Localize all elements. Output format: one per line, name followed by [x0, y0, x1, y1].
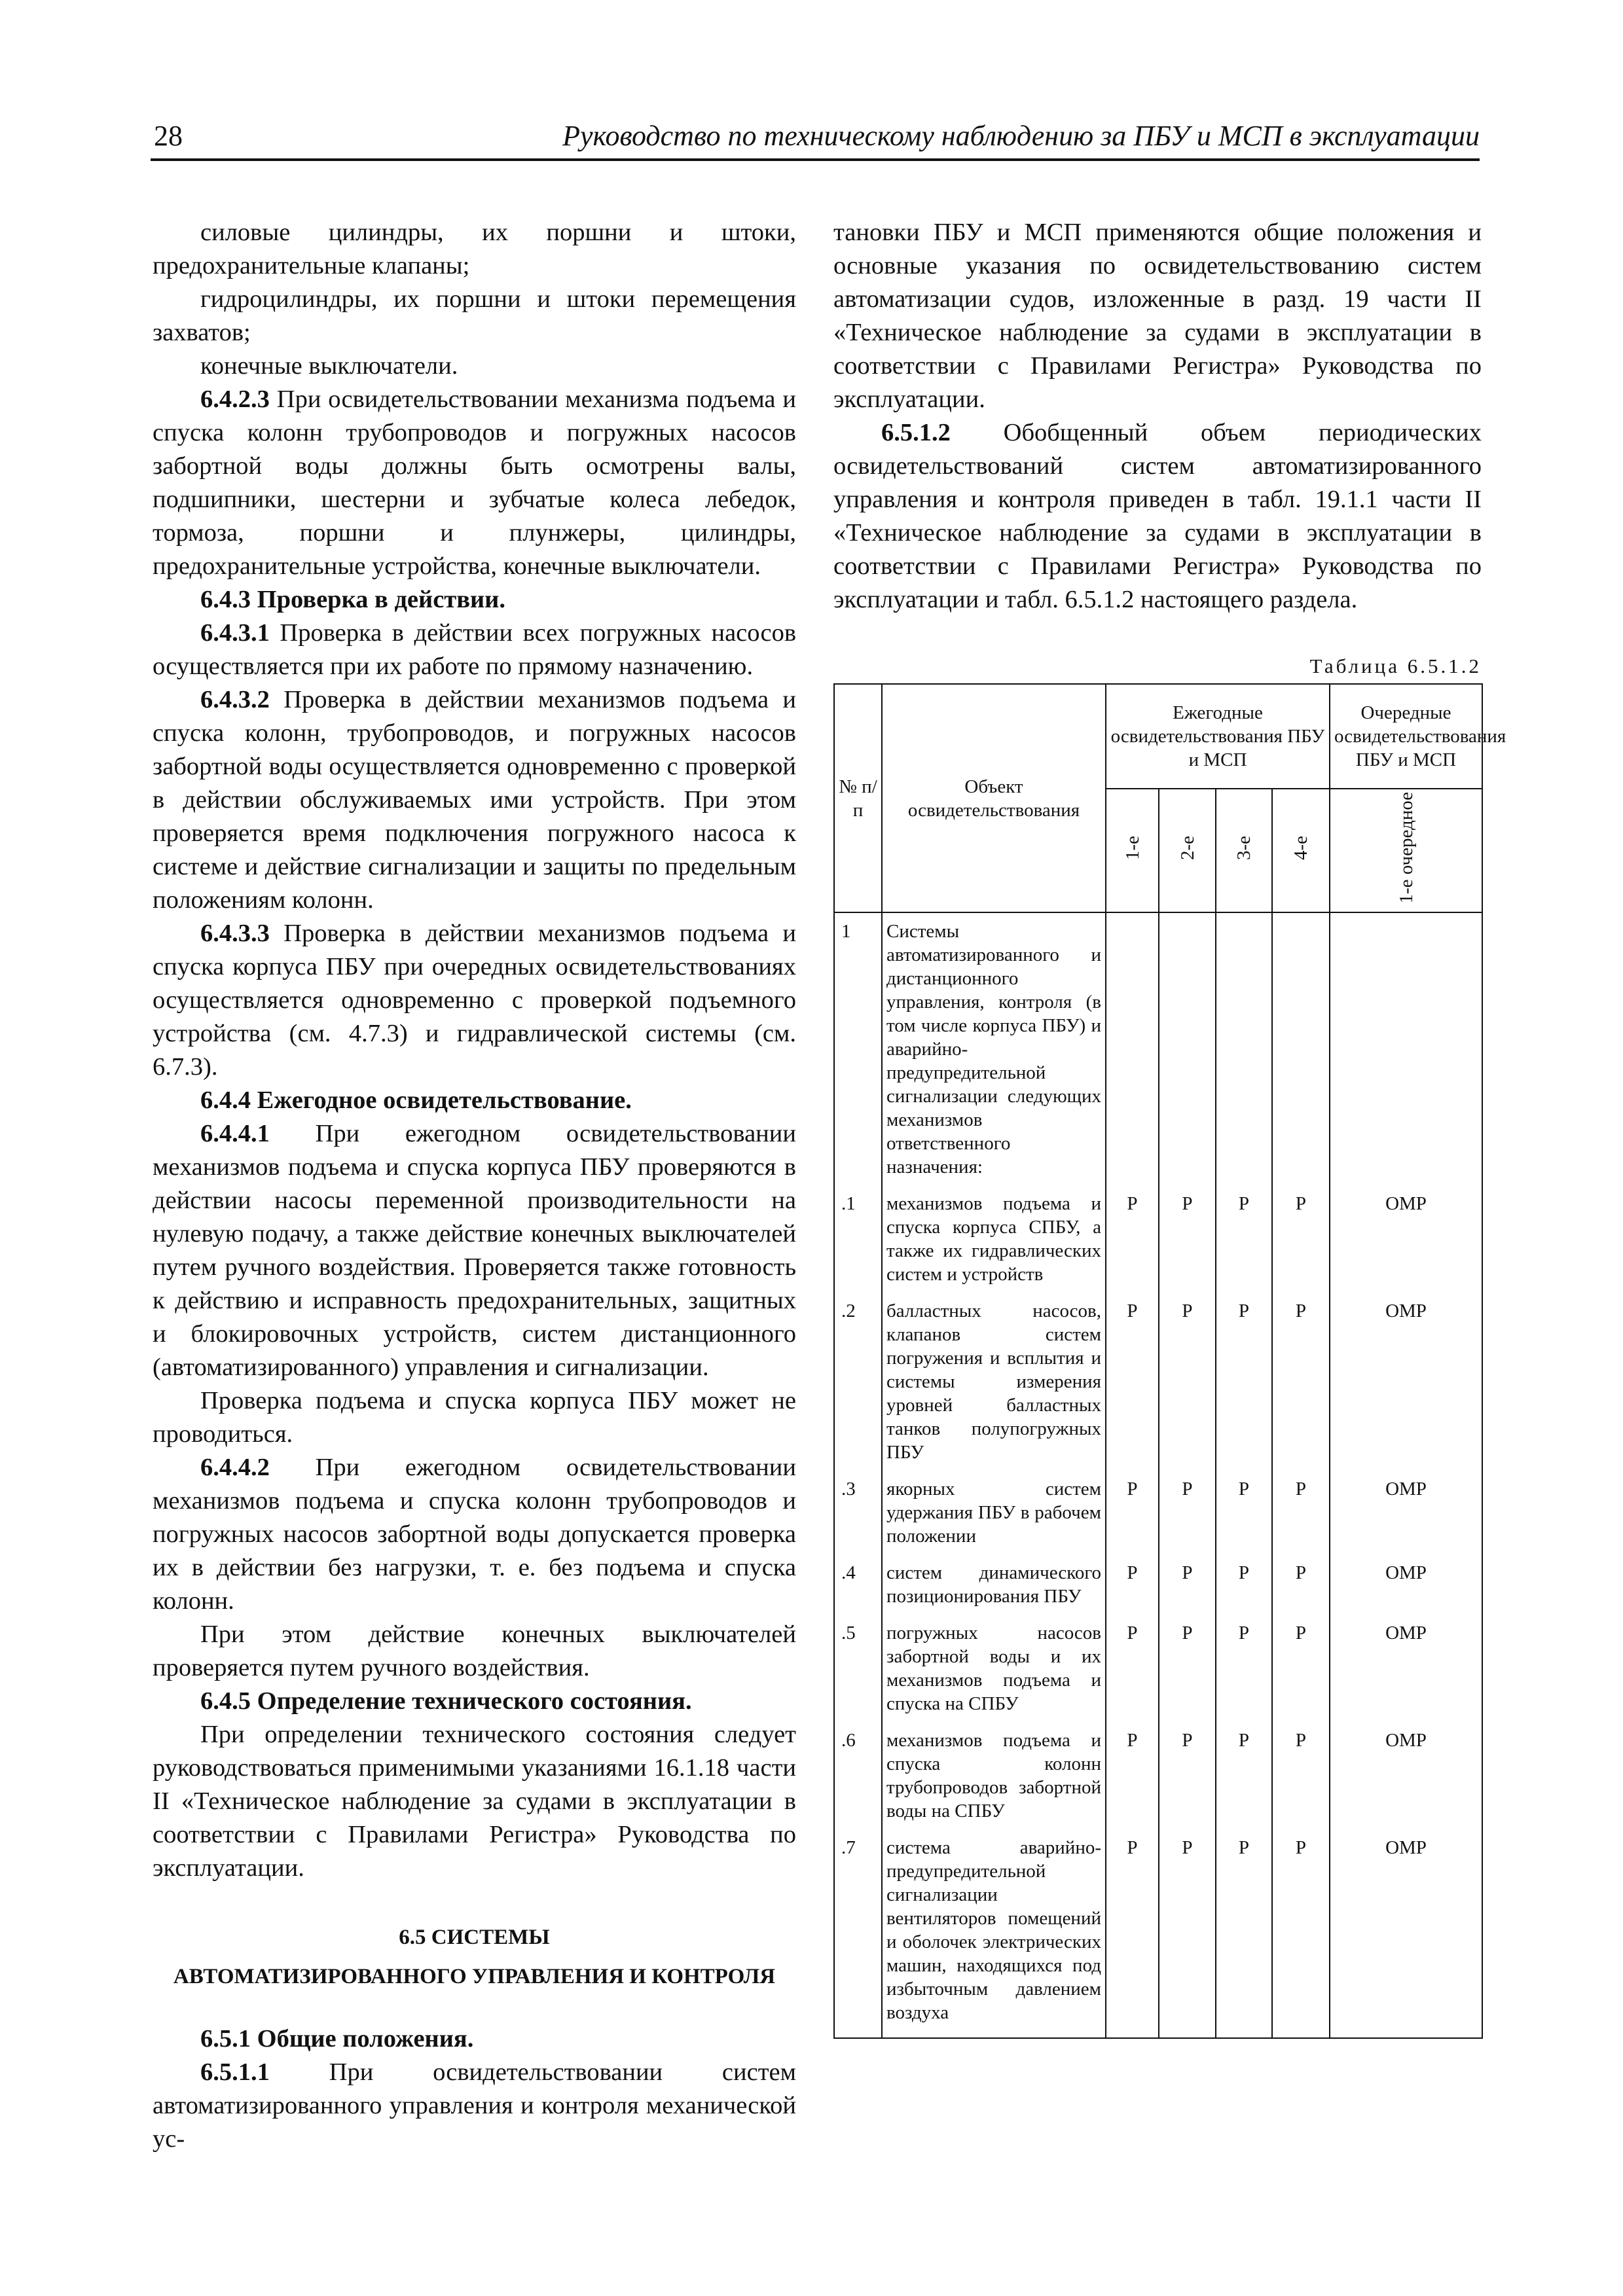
row-annual-2: Р — [1159, 1293, 1216, 1471]
header-periodic-1: 1-е очередное — [1330, 789, 1482, 912]
row-annual-3: Р — [1216, 1722, 1272, 1829]
table-row — [834, 1615, 1482, 1722]
page-number: 28 — [154, 120, 183, 152]
row-num: .3 — [834, 1471, 882, 1554]
row-object: механизмов подъема и спуска корпуса СПБУ, а также их гидравлических систем и устройств — [882, 1185, 1106, 1293]
row-annual-4: Р — [1272, 1829, 1330, 2038]
clause-number: 6.4.3.3 — [200, 920, 270, 947]
row-periodic: ОМР — [1330, 1615, 1482, 1722]
row-annual-4: Р — [1272, 1615, 1330, 1722]
row-periodic: ОМР — [1330, 1722, 1482, 1829]
paragraph: При этом действие конечных выключателей проверяется путем ручного воздействия. — [153, 1621, 796, 1681]
row-annual-2: Р — [1159, 1185, 1216, 1293]
section-heading-6-4-3: 6.4.3 Проверка в действии. — [200, 586, 505, 613]
row-annual-2: Р — [1159, 1471, 1216, 1554]
header-annual-4: 4-е — [1272, 789, 1330, 912]
row-annual-4: Р — [1272, 1293, 1330, 1471]
clause-number: 6.4.2.3 — [200, 386, 270, 413]
row-periodic: ОМР — [1330, 1471, 1482, 1554]
table-row — [834, 1293, 1482, 1471]
section-title-6-5: 6.5 СИСТЕМЫ — [399, 1926, 550, 1949]
section-heading-6-4-5: 6.4.5 Определение технического состояния. — [200, 1687, 692, 1715]
table-row — [834, 912, 1482, 1185]
clause-text: При освидетельствовании систем автоматизированного управления и контроля механической ус- — [153, 2058, 796, 2153]
table-row — [834, 1185, 1482, 1293]
paragraph — [153, 917, 796, 1084]
clause-number: 6.5.1.1 — [200, 2058, 270, 2086]
paragraph — [833, 416, 1482, 617]
row-object: балластных насосов, клапанов систем погружения и всплытия и системы измерения уровней балластных танков полупогружных ПБУ — [882, 1293, 1106, 1471]
table-row — [834, 1829, 1482, 2038]
row-annual-3: Р — [1216, 1829, 1272, 2038]
row-annual-1: Р — [1106, 1293, 1159, 1471]
row-object: система аварийно-предупредительной сигнализации вентиляторов помещений и оболочек электрических машин, находящихся под избыточным давлением воздуха — [882, 1829, 1106, 2038]
row-annual-1: Р — [1106, 1185, 1159, 1293]
row-annual-1: Р — [1106, 1722, 1159, 1829]
table-caption: Таблица 6.5.1.2 — [1309, 655, 1482, 677]
clause-text: При ежегодном освидетельствовании механизмов подъема и спуска колонн трубопроводов и погружных насосов забортной воды допускается проверка их в действии без нагрузки, т. е. без подъема и спуска колонн. — [153, 1454, 796, 1615]
row-periodic: ОМР — [1330, 1554, 1482, 1615]
paragraph — [153, 1451, 796, 1618]
row-annual-2 — [1159, 912, 1216, 1185]
clause-number: 6.4.3.1 — [200, 619, 270, 647]
section-title-6-5-sub: АВТОМАТИЗИРОВАННОГО УПРАВЛЕНИЯ И КОНТРОЛЯ — [173, 1965, 776, 1988]
paragraph — [153, 683, 796, 917]
row-object: погружных насосов забортной воды и их механизмов подъема и спуска на СПБУ — [882, 1615, 1106, 1722]
row-annual-1: Р — [1106, 1471, 1159, 1554]
survey-table — [833, 683, 1506, 2039]
page-header — [151, 111, 1480, 161]
header-annual-2: 2-е — [1159, 789, 1216, 912]
paragraph — [153, 383, 796, 583]
row-object: Системы автоматизированного и дистанционного управления, контроля (в том числе корпуса ПБУ) и аварийно-предупредительной сигнализации следующих механизмов ответственного назначения: — [882, 912, 1106, 1185]
paragraph: При определении технического состояния следует руководствоваться применимыми указаниями 16.1.18 части II «Техническое наблюдение за судами в эксплуатации в соответствии с Правилами Регистра» Руководства по эксплуатации. — [153, 1721, 796, 1882]
row-annual-3: Р — [1216, 1615, 1272, 1722]
row-num: .6 — [834, 1722, 882, 1829]
header-annual-1: 1-е — [1106, 789, 1159, 912]
right-column — [833, 216, 1482, 617]
row-num: .5 — [834, 1615, 882, 1722]
row-annual-3: Р — [1216, 1185, 1272, 1293]
row-annual-2: Р — [1159, 1554, 1216, 1615]
clause-number: 6.4.4.1 — [200, 1120, 270, 1147]
row-periodic: ОМР — [1330, 1293, 1482, 1471]
clause-text: Проверка в действии механизмов подъема и спуска корпуса ПБУ при очередных освидетельствованиях осуществляется одновременно с проверкой подъемного устройства (см. 4.7.3) и гидравлической системы (см. 6.7.3). — [153, 920, 796, 1081]
row-annual-2: Р — [1159, 1615, 1216, 1722]
row-annual-3: Р — [1216, 1293, 1272, 1471]
row-annual-1 — [1106, 912, 1159, 1185]
table-header-row — [834, 684, 1482, 789]
header-periodic: Очередные освидетельствования ПБУ и МСП — [1330, 684, 1482, 789]
paragraph: силовые цилиндры, их поршни и штоки, предохранительные клапаны; — [153, 219, 796, 279]
paragraph: конечные выключатели. — [200, 352, 458, 380]
row-annual-4: Р — [1272, 1471, 1330, 1554]
paragraph — [153, 2056, 796, 2156]
paragraph: гидроцилиндры, их поршни и штоки перемещения захватов; — [153, 285, 796, 346]
clause-text: При ежегодном освидетельствовании механизмов подъема и спуска корпуса ПБУ проверяются в действии насосы переменной производительности на нулевую подачу, а также действие конечных выключателей путем ручного воздействия. Проверяется также готовность к действию и исправность предохранительных, защитных и блокировочных устройств, систем дистанционного (автоматизированного) управления и сигнализации. — [153, 1120, 796, 1381]
left-column — [153, 216, 796, 2156]
row-periodic — [1330, 912, 1482, 1185]
table-row — [834, 1722, 1482, 1829]
header-annual-3: 3-е — [1216, 789, 1272, 912]
paragraph — [153, 617, 796, 683]
row-annual-2: Р — [1159, 1829, 1216, 2038]
clause-number: 6.4.4.2 — [200, 1454, 270, 1481]
clause-text: При освидетельствовании механизма подъема и спуска колонн трубопроводов и погружных насосов забортной воды должны быть осмотрены валы, подшипники, шестерни и зубчатые колеса лебедок, тормоза, поршни и плунжеры, цилиндры, предохранительные устройства, конечные выключатели. — [153, 386, 796, 580]
row-object: якорных систем удержания ПБУ в рабочем положении — [882, 1471, 1106, 1554]
row-num: .7 — [834, 1829, 882, 2038]
row-annual-1: Р — [1106, 1829, 1159, 2038]
row-num: 1 — [834, 912, 882, 1185]
row-annual-4: Р — [1272, 1722, 1330, 1829]
row-periodic: ОМР — [1330, 1829, 1482, 2038]
section-heading-6-4-4: 6.4.4 Ежегодное освидетельствование. — [200, 1086, 632, 1114]
clause-number: 6.5.1.2 — [881, 419, 951, 446]
row-annual-3: Р — [1216, 1471, 1272, 1554]
header-num: № п/п — [834, 684, 882, 912]
row-object: систем динамического позиционирования ПБУ — [882, 1554, 1106, 1615]
row-periodic: ОМР — [1330, 1185, 1482, 1293]
clause-text: Проверка в действии механизмов подъема и спуска колонн, трубопроводов, и погружных насосов забортной воды осуществляется одновременно с проверкой в действии обслуживаемых ими устройств. При этом проверяется время подключения погружного насоса к системе и действие сигнализации и защиты по предельным положениям колонн. — [153, 686, 796, 914]
clause-number: 6.4.3.2 — [200, 686, 270, 713]
section-heading-6-5-1: 6.5.1 Общие положения. — [200, 2025, 474, 2053]
paragraph: Проверка подъема и спуска корпуса ПБУ может не проводиться. — [153, 1387, 796, 1448]
paragraph: тановки ПБУ и МСП применяются общие положения и основные указания по освидетельствованию систем автоматизации судов, изложенные в разд. 19 части II «Техническое наблюдение за судами в эксплуатации в соответствии с Правилами Регистра» Руководства по эксплуатации. — [833, 219, 1482, 413]
clause-text: Проверка в действии всех погружных насосов осуществляется при их работе по прямому назначению. — [153, 619, 796, 680]
clause-text: Обобщенный объем периодических освидетельствований систем автоматизированного управления и контроля приведен в табл. 19.1.1 части II «Техническое наблюдение за судами в эксплуатации в соответствии с Правилами Регистра» Руководства по эксплуатации и табл. 6.5.1.2 настоящего раздела. — [833, 419, 1482, 613]
row-annual-2: Р — [1159, 1722, 1216, 1829]
row-annual-4: Р — [1272, 1554, 1330, 1615]
running-title: Руководство по техническому наблюдению за ПБУ и МСП в эксплуатации — [562, 120, 1480, 152]
row-num: .1 — [834, 1185, 882, 1293]
row-num: .4 — [834, 1554, 882, 1615]
header-annual: Ежегодные освидетельствования ПБУ и МСП — [1106, 684, 1330, 789]
row-annual-1: Р — [1106, 1615, 1159, 1722]
table-row — [834, 1471, 1482, 1554]
row-annual-1: Р — [1106, 1554, 1159, 1615]
header-object: Объект освидетельствования — [882, 684, 1106, 912]
row-num: .2 — [834, 1293, 882, 1471]
row-annual-4 — [1272, 912, 1330, 1185]
row-object: механизмов подъема и спуска колонн трубопроводов забортной воды на СПБУ — [882, 1722, 1106, 1829]
row-annual-3 — [1216, 912, 1272, 1185]
paragraph — [153, 1117, 796, 1384]
row-annual-3: Р — [1216, 1554, 1272, 1615]
row-annual-4: Р — [1272, 1185, 1330, 1293]
table-row — [834, 1554, 1482, 1615]
